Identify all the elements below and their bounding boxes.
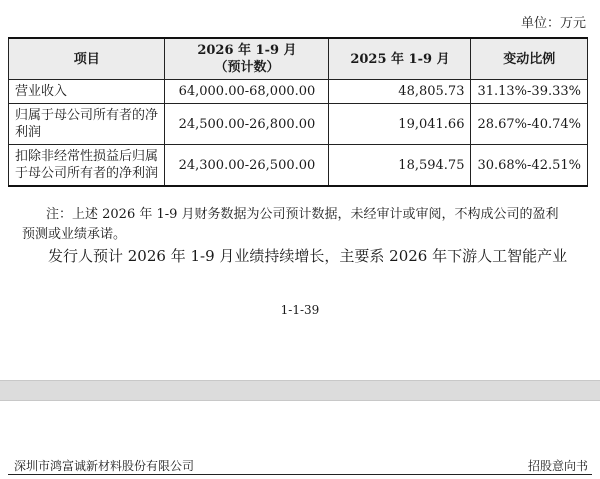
table-note-line1: 注：上述 2026 年 1-9 月财务数据为公司预计数据，未经审计或审阅，不构成公司的盈利	[46, 207, 559, 222]
row-2026: 64,000.00-68,000.00	[165, 80, 329, 104]
header-2026	[165, 38, 329, 80]
row-2025: 19,041.66	[329, 104, 471, 145]
table-row	[9, 80, 588, 104]
table-header-row	[9, 38, 588, 80]
header-2026-line1: 2026 年 1-9 月	[197, 43, 297, 58]
row-2025: 18,594.75	[329, 145, 471, 187]
row-change: 28.67%-40.74%	[471, 104, 588, 145]
header-change: 变动比例	[471, 38, 588, 80]
footer-company: 深圳市鸿富诚新材料股份有限公司	[14, 459, 195, 473]
row-change: 30.68%-42.51%	[471, 145, 588, 187]
table-row	[9, 145, 588, 187]
header-2025: 2025 年 1-9 月	[329, 38, 471, 80]
table-row	[9, 104, 588, 145]
forecast-table	[8, 37, 588, 187]
header-2026-line2: （预计数）	[214, 60, 280, 75]
footer-rule	[8, 474, 592, 475]
row-2026: 24,500.00-26,800.00	[165, 104, 329, 145]
header-item: 项目	[9, 38, 165, 80]
page-number: 1-1-39	[280, 303, 320, 317]
row-2025: 48,805.73	[329, 80, 471, 104]
row-item: 归属于母公司所有者的净利润	[9, 104, 165, 145]
row-2026: 24,300.00-26,500.00	[165, 145, 329, 187]
body-paragraph: 发行人预计 2026 年 1-9 月业绩持续增长，主要系 2026 年下游人工智能产业	[48, 247, 568, 265]
unit-label: 单位：万元	[520, 16, 586, 31]
page-gap	[0, 380, 600, 401]
table-note-line2: 预测或业绩承诺。	[22, 227, 127, 242]
row-item: 扣除非经常性损益后归属于母公司所有者的净利润	[9, 145, 165, 187]
row-item: 营业收入	[9, 80, 165, 104]
row-change: 31.13%-39.33%	[471, 80, 588, 104]
footer-doc-type: 招股意向书	[527, 459, 588, 473]
